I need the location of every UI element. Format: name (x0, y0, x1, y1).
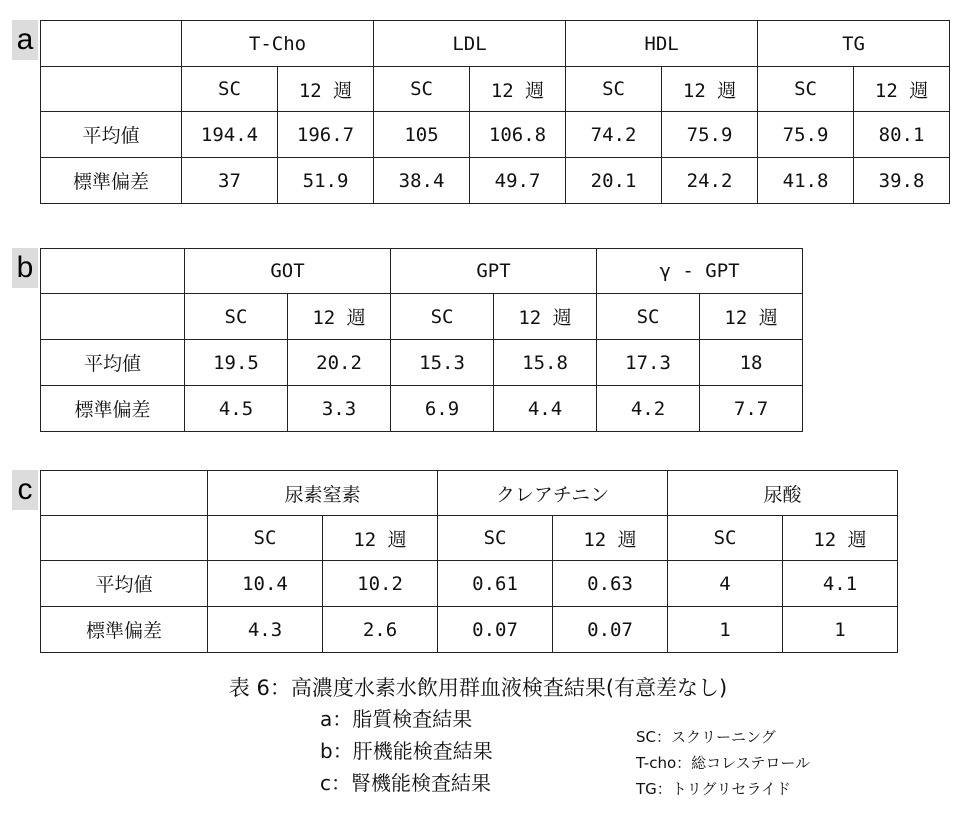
value-cell: 4.5 (185, 386, 288, 432)
value-cell: 80.1 (854, 112, 950, 158)
value-cell: 17.3 (597, 340, 700, 386)
sub-header: SC (185, 294, 288, 340)
value-cell: 75.9 (758, 112, 854, 158)
sub-header: 12 週 (323, 516, 438, 561)
value-cell: 7.7 (700, 386, 803, 432)
panel-b-letter: b (12, 248, 38, 288)
group-header-got: GOT (185, 249, 391, 294)
value-cell: 4 (668, 561, 783, 607)
sub-header: SC (182, 67, 278, 112)
value-cell: 0.07 (438, 607, 553, 653)
row-label-mean: 平均値 (41, 561, 208, 607)
group-header-urea-nitrogen: 尿素窒素 (208, 471, 438, 516)
value-cell: 20.1 (566, 158, 662, 204)
sub-header: 12 週 (553, 516, 668, 561)
value-cell: 75.9 (662, 112, 758, 158)
kidney-results-table (40, 470, 898, 653)
value-cell: 18 (700, 340, 803, 386)
value-cell: 4.1 (783, 561, 898, 607)
value-cell: 10.2 (323, 561, 438, 607)
group-header-uric-acid: 尿酸 (668, 471, 898, 516)
corner-cell (41, 21, 182, 67)
value-cell: 4.3 (208, 607, 323, 653)
sub-header: SC (758, 67, 854, 112)
value-cell: 51.9 (278, 158, 374, 204)
row-label-sd: 標準偏差 (41, 158, 182, 204)
sub-header: SC (374, 67, 470, 112)
abbrev-tcho: T-cho：総コレステロール (636, 754, 811, 772)
value-cell: 15.8 (494, 340, 597, 386)
table-row (41, 386, 803, 432)
value-cell: 10.4 (208, 561, 323, 607)
table-row (41, 561, 898, 607)
caption-sub-a: a：脂質検査結果 (320, 707, 473, 731)
abbrev-sc: SC：スクリーニング (636, 728, 776, 746)
value-cell: 20.2 (288, 340, 391, 386)
corner-cell (41, 294, 185, 340)
group-header-gpt: GPT (391, 249, 597, 294)
value-cell: 3.3 (288, 386, 391, 432)
value-cell: 19.5 (185, 340, 288, 386)
value-cell: 15.3 (391, 340, 494, 386)
corner-cell (41, 249, 185, 294)
sub-header: 12 週 (854, 67, 950, 112)
sub-header: 12 週 (783, 516, 898, 561)
group-header-tcho: T-Cho (182, 21, 374, 67)
value-cell: 2.6 (323, 607, 438, 653)
value-cell: 194.4 (182, 112, 278, 158)
group-header-hdl: HDL (566, 21, 758, 67)
table-row (41, 607, 898, 653)
table-row (41, 340, 803, 386)
value-cell: 38.4 (374, 158, 470, 204)
liver-results-table (40, 248, 803, 432)
sub-header: SC (668, 516, 783, 561)
value-cell: 39.8 (854, 158, 950, 204)
corner-cell (41, 516, 208, 561)
abbrev-tg: TG：トリグリセライド (636, 780, 791, 798)
value-cell: 106.8 (470, 112, 566, 158)
group-header-creatinine: クレアチニン (438, 471, 668, 516)
sub-header: 12 週 (494, 294, 597, 340)
sub-header: SC (438, 516, 553, 561)
value-cell: 6.9 (391, 386, 494, 432)
group-header-ggpt: γ - GPT (597, 249, 803, 294)
value-cell: 24.2 (662, 158, 758, 204)
value-cell: 37 (182, 158, 278, 204)
value-cell: 0.63 (553, 561, 668, 607)
value-cell: 0.61 (438, 561, 553, 607)
group-header-tg: TG (758, 21, 950, 67)
sub-header: SC (566, 67, 662, 112)
sub-header: 12 週 (288, 294, 391, 340)
sub-header: 12 週 (470, 67, 566, 112)
value-cell: 41.8 (758, 158, 854, 204)
row-label-sd: 標準偏差 (41, 607, 208, 653)
sub-header: 12 週 (278, 67, 374, 112)
caption-sub-c: c：腎機能検査結果 (320, 771, 491, 795)
value-cell: 49.7 (470, 158, 566, 204)
sub-header: 12 週 (700, 294, 803, 340)
table-caption: 表 6：高濃度水素水飲用群血液検査結果(有意差なし) (228, 676, 728, 700)
panel-c-letter: c (12, 470, 38, 510)
row-label-mean: 平均値 (41, 340, 185, 386)
panel-a-letter: a (12, 20, 38, 60)
row-label-mean: 平均値 (41, 112, 182, 158)
caption-sub-b: b：肝機能検査結果 (320, 739, 493, 763)
table-row (41, 112, 950, 158)
sub-header: SC (597, 294, 700, 340)
value-cell: 196.7 (278, 112, 374, 158)
value-cell: 74.2 (566, 112, 662, 158)
value-cell: 4.2 (597, 386, 700, 432)
corner-cell (41, 67, 182, 112)
sub-header: 12 週 (662, 67, 758, 112)
value-cell: 1 (783, 607, 898, 653)
corner-cell (41, 471, 208, 516)
value-cell: 4.4 (494, 386, 597, 432)
sub-header: SC (208, 516, 323, 561)
row-label-sd: 標準偏差 (41, 386, 185, 432)
value-cell: 1 (668, 607, 783, 653)
group-header-ldl: LDL (374, 21, 566, 67)
table-row (41, 158, 950, 204)
sub-header: SC (391, 294, 494, 340)
value-cell: 0.07 (553, 607, 668, 653)
lipid-results-table (40, 20, 950, 204)
value-cell: 105 (374, 112, 470, 158)
